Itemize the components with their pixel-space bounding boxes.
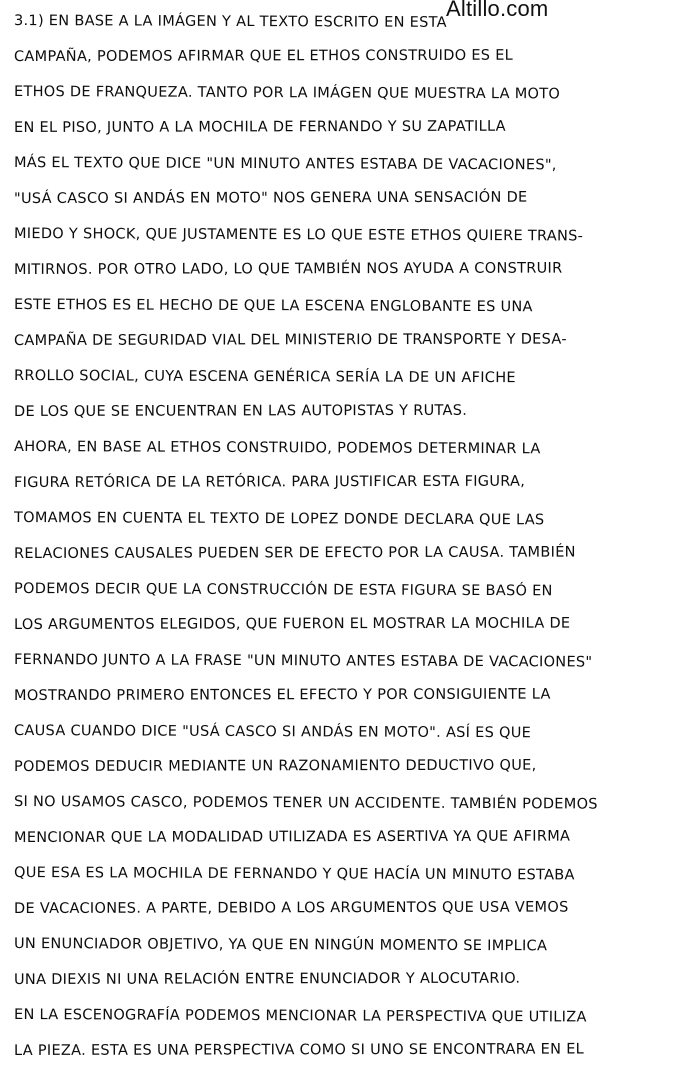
text-line: CAMPAÑA DE SEGURIDAD VIAL DEL MINISTERIO DE TRANSPORTE Y DESA- <box>13 331 567 349</box>
text-line: 3.1) EN BASE A LA IMÁGEN Y AL TEXTO ESCRITO EN ESTA <box>13 13 447 31</box>
text-line: PODEMOS DEDUCIR MEDIANTE UN RAZONAMIENTO DEDUCTIVO QUE, <box>13 757 537 775</box>
text-line: SI NO USAMOS CASCO, PODEMOS TENER UN ACCIDENTE. TAMBIÉN PODEMOS <box>13 794 598 813</box>
text-line: LOS ARGUMENTOS ELEGIDOS, QUE FUERON EL MOSTRAR LA MOCHILA DE <box>13 615 571 633</box>
text-line: DE LOS QUE SE ENCUENTRAN EN LAS AUTOPISTAS Y RUTAS. <box>13 402 468 420</box>
text-line: MIEDO Y SHOCK, QUE JUSTAMENTE ES LO QUE ESTE ETHOS QUIERE TRANS- <box>13 226 584 245</box>
text-line: QUE ESA ES LA MOCHILA DE FERNANDO Y QUE HACÍA UN MINUTO ESTABA <box>13 865 575 884</box>
text-line: "USÁ CASCO SI ANDÁS EN MOTO" NOS GENERA UNA SENSACIÓN DE <box>13 189 528 207</box>
text-line: ETHOS DE FRANQUEZA. TANTO POR LA IMÁGEN QUE MUESTRA LA MOTO <box>13 84 561 103</box>
text-line: MITIRNOS. POR OTRO LADO, LO QUE TAMBIÉN NOS AYUDA A CONSTRUIR <box>13 260 563 278</box>
text-line: EN LA ESCENOGRAFÍA PODEMOS MENCIONAR LA PERSPECTIVA QUE UTILIZA <box>13 1007 587 1026</box>
text-line: RELACIONES CAUSALES PUEDEN SER DE EFECTO POR LA CAUSA. TAMBIÉN <box>13 544 576 562</box>
text-line: RROLLO SOCIAL, CUYA ESCENA GENÉRICA SERÍA LA DE UN AFICHE <box>13 368 516 387</box>
text-line: PODEMOS DECIR QUE LA CONSTRUCCIÓN DE ESTA FIGURA SE BASÓ EN <box>13 581 553 600</box>
text-line: CAMPAÑA, PODEMOS AFIRMAR QUE EL ETHOS CONSTRUIDO ES EL <box>13 47 514 65</box>
text-line: MOSTRANDO PRIMERO ENTONCES EL EFECTO Y POR CONSIGUIENTE LA <box>13 686 551 704</box>
text-line: TOMAMOS EN CUENTA EL TEXTO DE LOPEZ DONDE DECLARA QUE LAS <box>13 510 545 529</box>
text-line: FERNANDO JUNTO A LA FRASE "UN MINUTO ANTES ESTABA DE VACACIONES" <box>13 652 593 671</box>
text-line: LA PIEZA. ESTA ES UNA PERSPECTIVA COMO SI UNO SE ENCONTRARA EN EL <box>13 1041 585 1059</box>
text-line: UNA DIEXIS NI UNA RELACIÓN ENTRE ENUNCIADOR Y ALOCUTARIO. <box>13 970 521 988</box>
text-line: FIGURA RETÓRICA DE LA RETÓRICA. PARA JUSTIFICAR ESTA FIGURA, <box>13 473 526 491</box>
text-line: DE VACACIONES. A PARTE, DEBIDO A LOS ARGUMENTOS QUE USA VEMOS <box>13 899 569 917</box>
text-line: MÁS EL TEXTO QUE DICE "UN MINUTO ANTES ESTABA DE VACACIONES", <box>13 155 557 174</box>
watermark: Altillo.com <box>446 0 549 21</box>
text-line: AHORA, EN BASE AL ETHOS CONSTRUIDO, PODEMOS DETERMINAR LA <box>13 439 541 458</box>
text-line: EN EL PISO, JUNTO A LA MOCHILA DE FERNANDO Y SU ZAPATILLA <box>13 118 506 136</box>
text-line: ESTE ETHOS ES EL HECHO DE QUE LA ESCENA ENGLOBANTE ES UNA <box>13 297 533 316</box>
text-line: MENCIONAR QUE LA MODALIDAD UTILIZADA ES ASERTIVA YA QUE AFIRMA <box>13 828 571 846</box>
text-line: CAUSA CUANDO DICE "USÁ CASCO SI ANDÁS EN MOTO". ASÍ ES QUE <box>13 723 532 742</box>
handwritten-text-body <box>14 4 690 1069</box>
text-line: UN ENUNCIADOR OBJETIVO, YA QUE EN NINGÚN MOMENTO SE IMPLICA <box>13 936 548 955</box>
